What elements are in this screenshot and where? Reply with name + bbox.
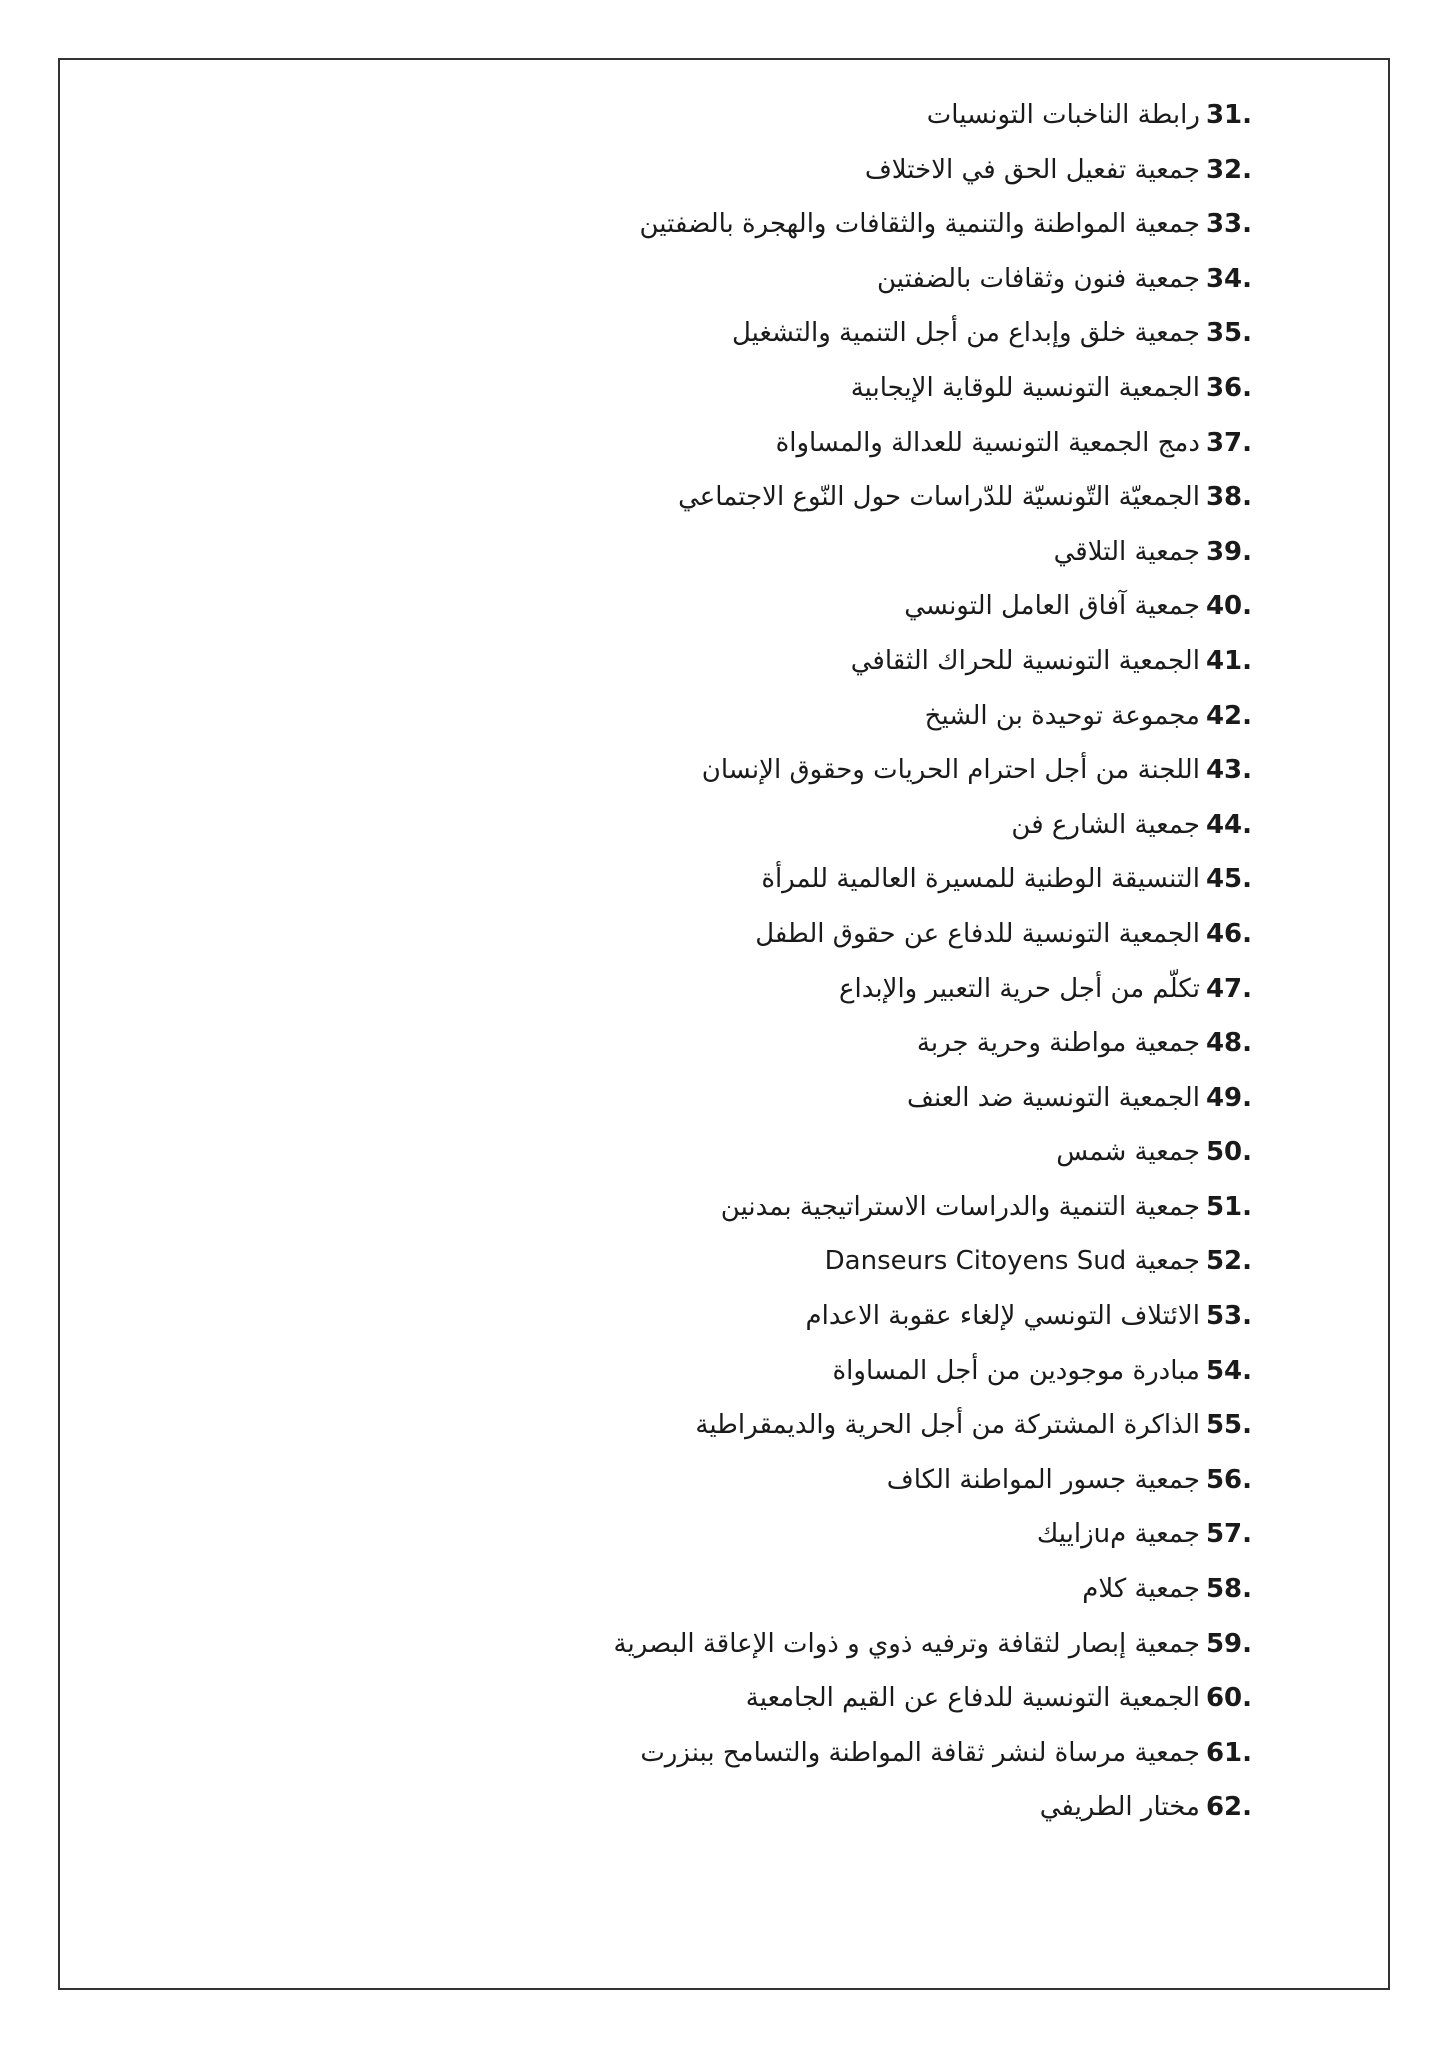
item-number: 36. bbox=[1205, 372, 1252, 403]
organization-name: جمعية آفاق العامل التونسي bbox=[904, 591, 1200, 622]
organization-name: جمعية التلاقي bbox=[1053, 536, 1200, 567]
item-number: 39. bbox=[1205, 536, 1252, 567]
organization-name: مختار الطريفي bbox=[1039, 1792, 1200, 1823]
organization-name: الجمعية التونسية للدفاع عن القيم الجامعية bbox=[745, 1683, 1200, 1714]
list-item bbox=[152, 306, 1252, 361]
list-item bbox=[152, 1671, 1252, 1726]
item-number: 57. bbox=[1205, 1519, 1252, 1550]
item-number: 34. bbox=[1205, 263, 1252, 294]
organization-list bbox=[152, 88, 1252, 1835]
item-number: 62. bbox=[1205, 1792, 1252, 1823]
list-item bbox=[152, 88, 1252, 143]
item-number: 41. bbox=[1205, 645, 1252, 676]
list-item bbox=[152, 907, 1252, 962]
item-number: 43. bbox=[1205, 755, 1252, 786]
organization-name: جمعية فنون وثقافات بالضفتين bbox=[876, 263, 1200, 294]
organization-name: الذاكرة المشتركة من أجل الحرية والديمقراطية bbox=[695, 1410, 1200, 1441]
organization-name: رابطة الناخبات التونسيات bbox=[926, 100, 1200, 130]
list-item bbox=[152, 1398, 1252, 1453]
item-number: 31. bbox=[1205, 100, 1252, 130]
item-number: 45. bbox=[1205, 864, 1252, 895]
item-number: 49. bbox=[1205, 1082, 1252, 1113]
organization-name: دمج الجمعية التونسية للعدالة والمساواة bbox=[775, 427, 1200, 458]
list-item bbox=[152, 1453, 1252, 1508]
list-item bbox=[152, 361, 1252, 416]
list-item bbox=[152, 1016, 1252, 1071]
list-item bbox=[152, 689, 1252, 744]
organization-name: جمعية المواطنة والتنمية والثقافات والهجرة بالضفتين bbox=[639, 209, 1200, 240]
item-number: 61. bbox=[1205, 1737, 1252, 1768]
item-number: 54. bbox=[1205, 1355, 1252, 1386]
list-item bbox=[152, 1125, 1252, 1180]
organization-name: جمعية شمس bbox=[1056, 1137, 1200, 1168]
item-number: 53. bbox=[1205, 1301, 1252, 1332]
list-item bbox=[152, 1344, 1252, 1399]
list-item bbox=[152, 525, 1252, 580]
organization-name: جمعية الشارع فن bbox=[1011, 809, 1200, 840]
item-number: 46. bbox=[1205, 918, 1252, 949]
list-item bbox=[152, 1180, 1252, 1235]
list-item bbox=[152, 1071, 1252, 1126]
organization-name: جمعية خلق وإبداع من أجل التنمية والتشغيل bbox=[731, 318, 1200, 349]
item-number: 42. bbox=[1205, 700, 1252, 731]
list-item bbox=[152, 197, 1252, 252]
item-number: 35. bbox=[1205, 318, 1252, 349]
item-number: 51. bbox=[1205, 1191, 1252, 1222]
item-number: 50. bbox=[1205, 1137, 1252, 1168]
list-item bbox=[152, 1562, 1252, 1617]
organization-name: الجمعيّة التّونسيّة للدّراسات حول النّوع الاجتماعي bbox=[678, 482, 1200, 513]
item-number: 44. bbox=[1205, 809, 1252, 840]
organization-name: جمعية مuزاييك bbox=[1036, 1519, 1200, 1550]
item-number: 60. bbox=[1205, 1683, 1252, 1714]
list-item bbox=[152, 798, 1252, 853]
list-item bbox=[152, 143, 1252, 198]
list-item bbox=[152, 1780, 1252, 1835]
list-item bbox=[152, 1234, 1252, 1289]
organization-name: اللجنة من أجل احترام الحريات وحقوق الإنسان bbox=[701, 755, 1200, 786]
list-item bbox=[152, 470, 1252, 525]
item-number: 48. bbox=[1205, 1028, 1252, 1059]
list-item bbox=[152, 1617, 1252, 1672]
item-number: 59. bbox=[1205, 1628, 1252, 1659]
item-number: 33. bbox=[1205, 209, 1252, 240]
organization-name: جمعية Danseurs Citoyens Sud bbox=[824, 1246, 1200, 1277]
item-number: 52. bbox=[1205, 1246, 1252, 1277]
item-number: 55. bbox=[1205, 1410, 1252, 1441]
organization-name: الجمعية التونسية للوقاية الإيجابية bbox=[850, 372, 1200, 403]
item-number: 58. bbox=[1205, 1574, 1252, 1605]
item-number: 56. bbox=[1205, 1464, 1252, 1495]
item-number: 40. bbox=[1205, 591, 1252, 622]
organization-name: الائتلاف التونسي لإلغاء عقوبة الاعدام bbox=[805, 1301, 1200, 1332]
list-item bbox=[152, 579, 1252, 634]
item-number: 32. bbox=[1205, 154, 1252, 185]
list-item bbox=[152, 1289, 1252, 1344]
organization-name: جمعية كلام bbox=[1082, 1574, 1200, 1605]
organization-name: الجمعية التونسية للحراك الثقافي bbox=[850, 645, 1200, 676]
organization-name: جمعية مرساة لنشر ثقافة المواطنة والتسامح ببنزرت bbox=[640, 1737, 1200, 1768]
organization-name: جمعية تفعيل الحق في الاختلاف bbox=[864, 154, 1200, 185]
item-number: 47. bbox=[1205, 973, 1252, 1004]
item-number: 38. bbox=[1205, 482, 1252, 513]
list-item bbox=[152, 1726, 1252, 1781]
organization-name: جمعية مواطنة وحرية جربة bbox=[916, 1028, 1200, 1059]
organization-name: الجمعية التونسية ضد العنف bbox=[907, 1082, 1200, 1113]
organization-name: جمعية التنمية والدراسات الاستراتيجية بمدنين bbox=[720, 1191, 1200, 1222]
list-item bbox=[152, 852, 1252, 907]
list-item bbox=[152, 252, 1252, 307]
organization-name: مبادرة موجودين من أجل المساواة bbox=[832, 1355, 1200, 1386]
organization-name: مجموعة توحيدة بن الشيخ bbox=[924, 700, 1200, 731]
list-item bbox=[152, 416, 1252, 471]
organization-name: التنسيقة الوطنية للمسيرة العالمية للمرأة bbox=[761, 864, 1200, 895]
list-item bbox=[152, 1507, 1252, 1562]
list-item bbox=[152, 634, 1252, 689]
organization-name: الجمعية التونسية للدفاع عن حقوق الطفل bbox=[755, 918, 1200, 949]
item-number: 37. bbox=[1205, 427, 1252, 458]
list-item bbox=[152, 962, 1252, 1017]
organization-name: تكلّم من أجل حرية التعبير والإبداع bbox=[839, 973, 1200, 1004]
list-item bbox=[152, 743, 1252, 798]
organization-name: جمعية جسور المواطنة الكاف bbox=[886, 1464, 1200, 1495]
organization-name: جمعية إبصار لثقافة وترفيه ذوي و ذوات الإعاقة البصرية bbox=[613, 1628, 1200, 1659]
